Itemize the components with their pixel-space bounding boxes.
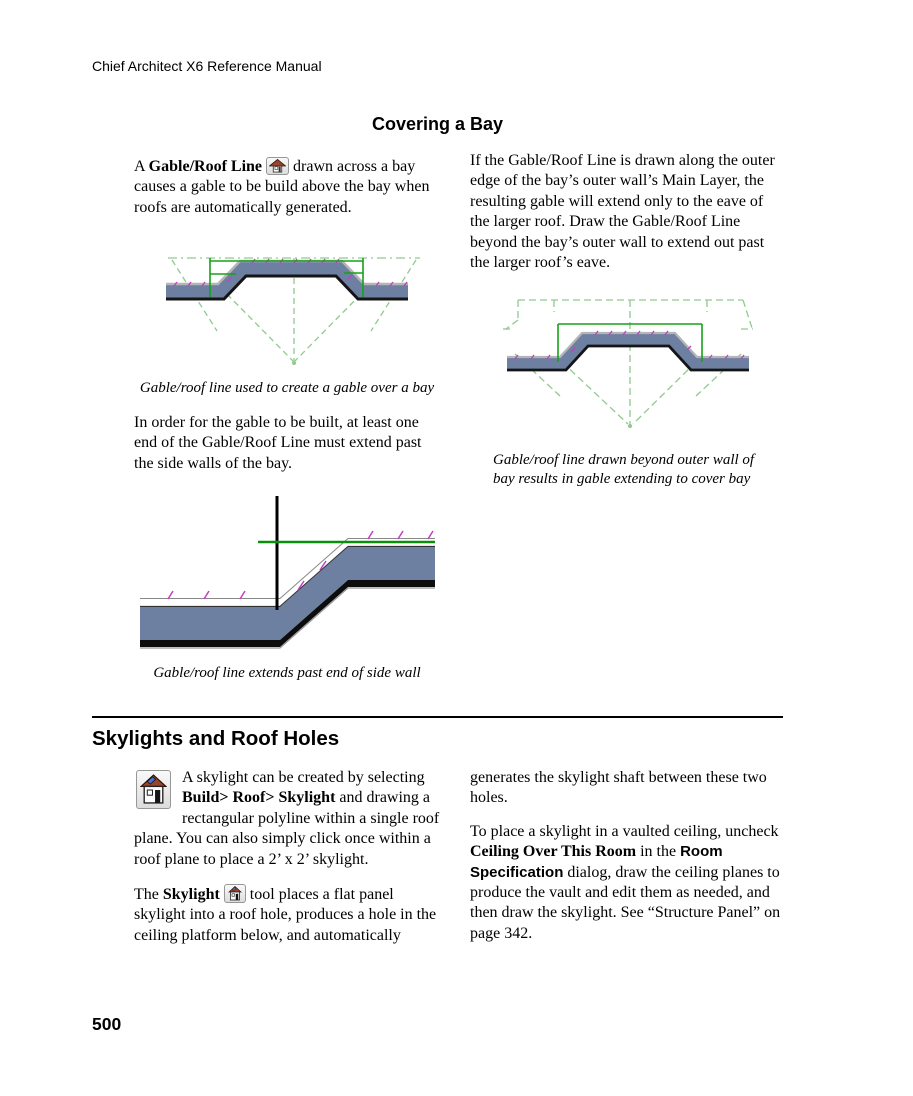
text-fragment: To place a skylight in a vaulted ceiling, uncheck: [470, 822, 779, 840]
running-header: Chief Architect X6 Reference Manual: [92, 58, 322, 74]
section-divider: [92, 716, 783, 718]
dialog-name-label: Room Specification: [470, 843, 723, 881]
skylights-left-column: [134, 768, 440, 959]
figure-caption: Gable/roof line extends past end of side wall: [153, 665, 421, 681]
bay-wall: [507, 334, 749, 369]
text-fragment: dialog, draw the ceiling planes to produce the vault and edit them as needed, and then draw the skylight. See “Structure Panel” on page 342.: [470, 863, 781, 942]
section-title-skylights: Skylights and Roof Holes: [92, 727, 340, 750]
skylight-paragraph-1: [134, 768, 440, 870]
diagram-line-past-side-wall: [140, 494, 435, 659]
figure-caption: Gable/roof line used to create a gable over a bay: [139, 380, 435, 396]
page-number: 500: [92, 1014, 122, 1034]
page-title: Covering a Bay: [371, 114, 504, 134]
gable-roof-line-icon: [266, 157, 289, 175]
gable-roof-line-label: Gable/Roof Line: [148, 158, 263, 175]
figure-caption: Gable/roof line drawn beyond outer wall of bay results in gable extending to cover bay: [493, 452, 755, 487]
covering-left-paragraph-1: [134, 157, 440, 218]
diagram-gable-over-bay: [166, 251, 422, 373]
text-fragment: drawn across a bay causes a gable to be build above the bay when roofs are automatically generated.: [134, 158, 430, 216]
text-fragment: in the: [636, 843, 681, 861]
skylight-paragraph-2: [134, 884, 440, 946]
skylight-paragraph-3: generates the skylight shaft between these two holes.: [470, 769, 767, 807]
skylight-paragraph-4: [470, 822, 788, 944]
skylight-icon: [136, 770, 171, 809]
covering-right-paragraph: If the Gable/Roof Line is drawn along the outer edge of the bay’s outer wall’s Main Layer, the resulting gable will extend only to the eave of the larger roof. Draw the Gable/Roof Line beyond the bay’s outer wall to extend out past the larger roof’s eave.: [470, 152, 775, 272]
text-fragment: and drawing a rectangular polyline within a single roof plane. You can also simply click once within a roof plane to place a 2’ x 2’ skylight.: [134, 789, 440, 868]
menu-path-label: Build> Roof> Skylight: [182, 789, 336, 807]
diagram-gable-beyond-wall: [503, 296, 753, 436]
covering-left-paragraph-2: In order for the gable to be built, at least one end of the Gable/Roof Line must extend past the side walls of the bay.: [134, 414, 422, 472]
bay-wall: [166, 262, 408, 298]
text-fragment: A skylight can be created by selecting: [182, 769, 425, 786]
text-fragment: A: [134, 158, 149, 175]
text-fragment: tool places a flat panel skylight into a roof hole, produces a hole in the ceiling platform below, and automatically: [134, 886, 437, 944]
skylights-right-column: [470, 768, 788, 957]
text-fragment: The: [134, 886, 163, 904]
checkbox-label: Ceiling Over This Room: [470, 843, 637, 861]
skylight-icon: [224, 884, 246, 903]
skylight-tool-label: Skylight: [162, 886, 220, 904]
